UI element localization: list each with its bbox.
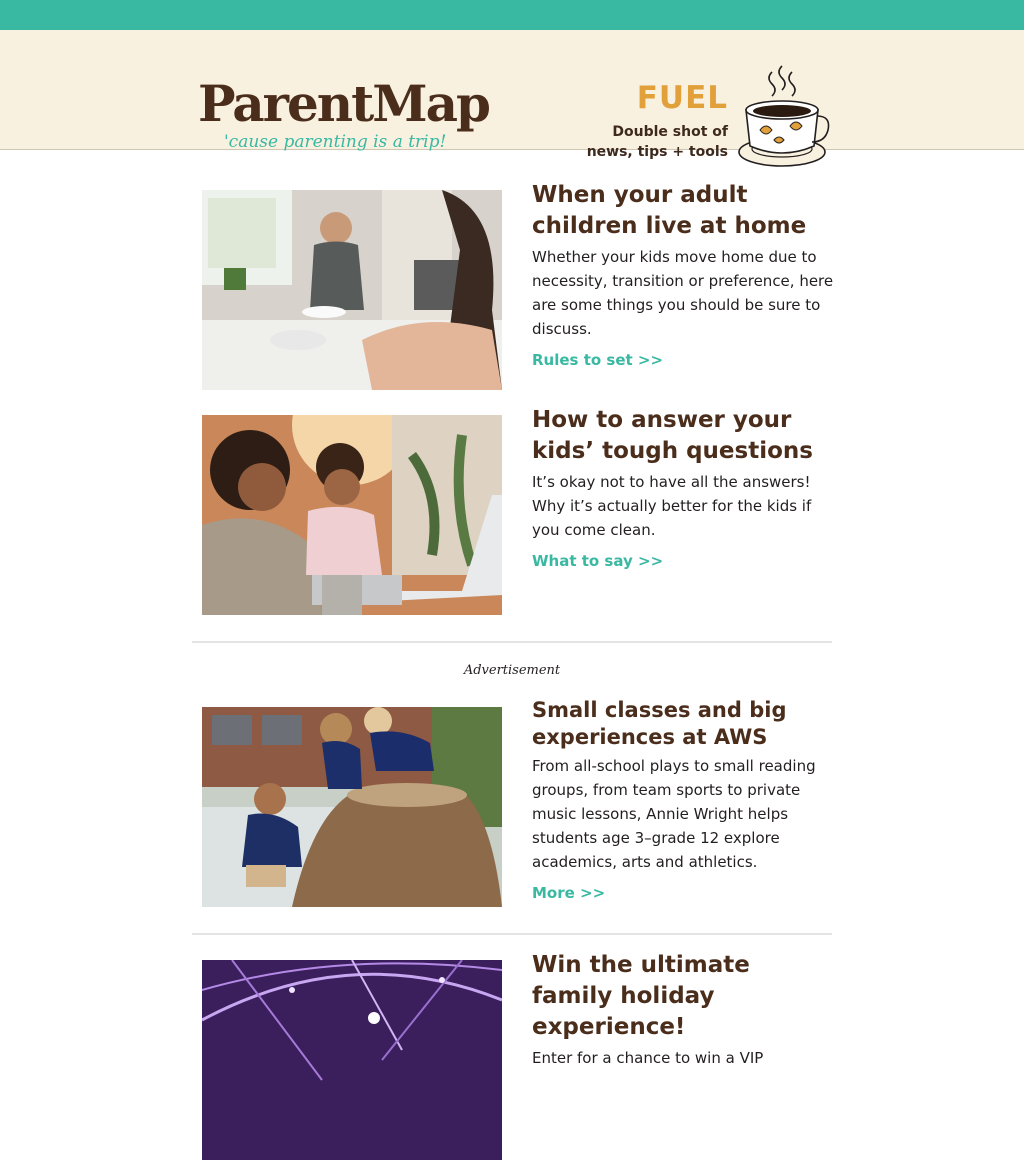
more-link[interactable]: More >> bbox=[532, 884, 606, 902]
story-text bbox=[532, 180, 837, 369]
section-divider bbox=[192, 641, 832, 643]
fuel-subtitle-line2: news, tips + tools bbox=[586, 144, 728, 160]
story-headline[interactable]: Win the ultimate family holiday experience! bbox=[532, 952, 750, 1040]
story-blurb: It’s okay not to have all the answers! Why it’s actually better for the kids if you come clean. bbox=[532, 473, 812, 539]
top-accent-bar bbox=[0, 0, 1024, 30]
story-text bbox=[532, 405, 837, 570]
fuel-subtitle bbox=[587, 122, 728, 162]
story-image-adult-children[interactable] bbox=[202, 190, 502, 390]
story-headline[interactable]: Small classes and big experiences at AWS bbox=[532, 698, 787, 749]
logo-tagline: 'cause parenting is a trip! bbox=[224, 132, 447, 152]
story-blurb: Enter for a chance to win a VIP bbox=[532, 1049, 764, 1067]
rules-to-set-link[interactable]: Rules to set >> bbox=[532, 351, 664, 369]
story-headline[interactable]: How to answer your kids’ tough questions bbox=[532, 407, 813, 464]
advertisement-label: Advertisement bbox=[463, 663, 561, 678]
story-blurb: Whether your kids move home due to necessity, transition or preference, here are some things you should be sure to discuss. bbox=[532, 248, 834, 338]
story-image-tough-questions[interactable] bbox=[202, 415, 502, 615]
fuel-title: FUEL bbox=[636, 80, 728, 116]
promo-image-holiday-lights[interactable] bbox=[202, 960, 502, 1160]
story-text bbox=[532, 950, 837, 1070]
parentmap-logo[interactable]: ParentMap bbox=[198, 74, 489, 133]
coffee-cup-icon bbox=[736, 64, 832, 172]
header bbox=[0, 30, 1024, 160]
story-blurb: From all-school plays to small reading groups, from team sports to private music lessons, Annie Wright helps students age 3–grade 12 explore academics, arts and athletics. bbox=[532, 757, 816, 871]
story-headline[interactable]: When your adult children live at home bbox=[532, 182, 807, 239]
what-to-say-link[interactable]: What to say >> bbox=[532, 552, 664, 570]
section-divider bbox=[192, 933, 832, 935]
ad-image-aws[interactable] bbox=[202, 707, 502, 907]
story-text bbox=[532, 697, 837, 902]
fuel-subtitle-line1: Double shot of bbox=[612, 124, 728, 140]
